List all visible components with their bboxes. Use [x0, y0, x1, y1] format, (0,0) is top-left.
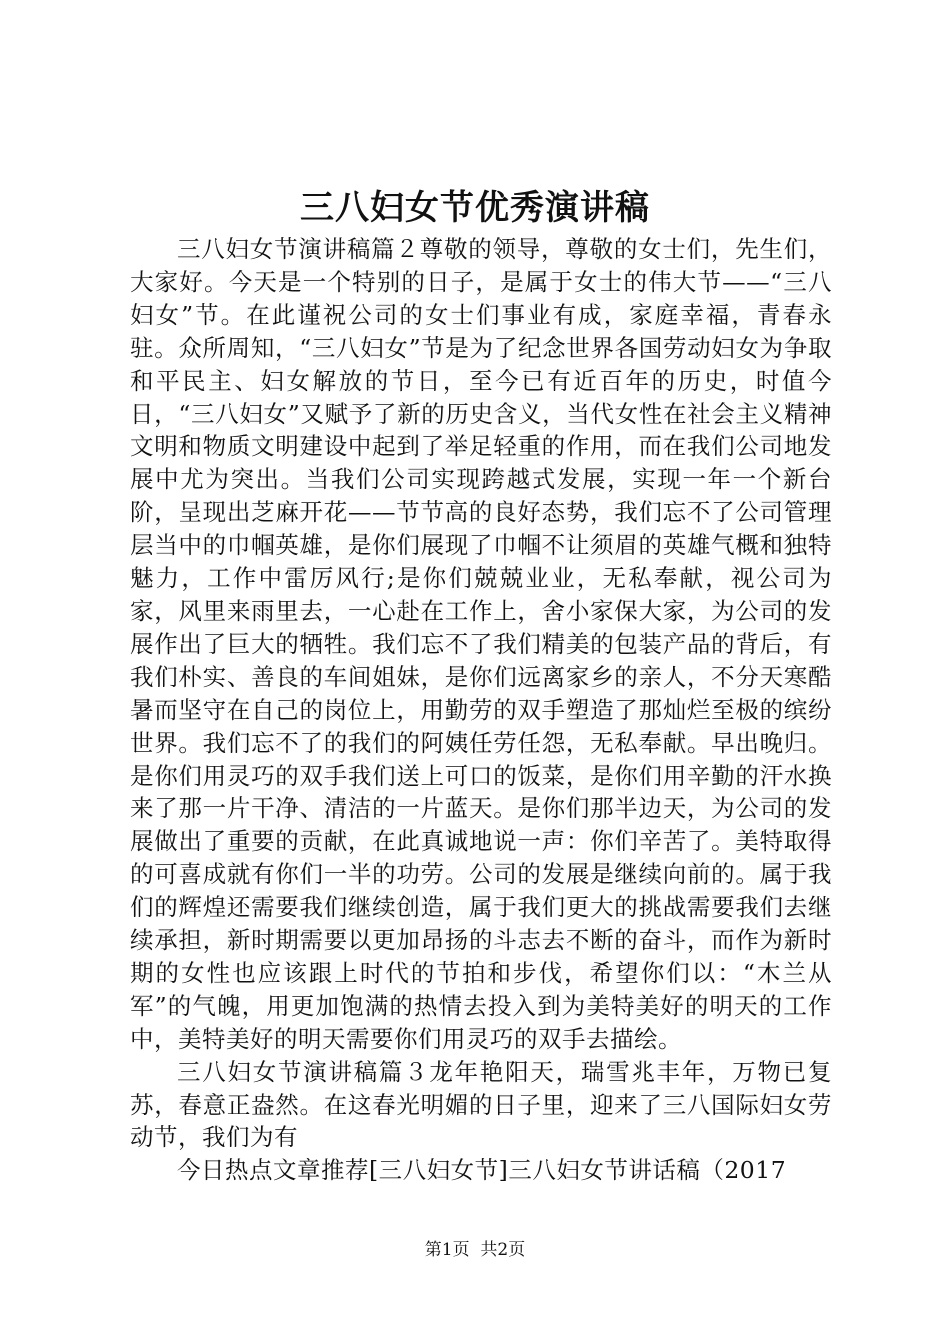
paragraph-1: 三八妇女节演讲稿篇２尊敬的领导，尊敬的女士们，先生们，大家好。今天是一个特别的日子，是属于女士的伟大节——“三八妇女”节。在此谨祝公司的女士们事业有成，家庭幸福，青春永驻。众所周知，“三八妇女”节是为了纪念世界各国劳动妇女为争取和平民主、妇女解放的节日，至今已有近百年的历史，时值今日，“三八妇女”又赋予了新的历史含义，当代女性在社会主义精神文明和物质文明建设中起到了举足轻重的作用，而在我们公司地发展中尤为突出。当我们公司实现跨越式发展，实现一年一个新台阶，呈现出芝麻开花——节节高的良好态势，我们忘不了公司管理层当中的巾帼英雄，是你们展现了巾帼不让须眉的英雄气概和独特魅力，工作中雷厉风行;是你们兢兢业业，无私奉献，视公司为家，风里来雨里去，一心赴在工作上，舍小家保大家，为公司的发展作出了巨大的牺牲。我们忘不了我们精美的包装产品的背后，有我们朴实、善良的车间姐妹，是你们远离家乡的亲人，不分天寒酷暑而坚守在自己的岗位上，用勤劳的双手塑造了那灿烂至极的缤纷世界。我们忘不了的我们的阿姨任劳任怨，无私奉献。早出晚归。是你们用灵巧的双手我们送上可口的饭菜，是你们用辛勤的汗水换来了那一片干净、清洁的一片蓝天。是你们那半边天，为公司的发展做出了重要的贡献，在此真诚地说一声：你们辛苦了。美特取得的可喜成就有你们一半的功劳。公司的发展是继续向前的。属于我们的辉煌还需要我们继续创造，属于我们更大的挑战需要我们去继续承担，新时期需要以更加昂扬的斗志去不断的奋斗，而作为新时期的女性也应该跟上时代的节拍和步伐，希望你们以：“木兰从军”的气魄，用更加饱满的热情去投入到为美特美好的明天的工作中，美特美好的明天需要你们用灵巧的双手去描绘。	[130, 235, 832, 1053]
paragraph-2: 三八妇女节演讲稿篇３龙年艳阳天，瑞雪兆丰年，万物已复苏，春意正盎然。在这春光明媚的日子里，迎来了三八国际妇女劳动节，我们为有	[130, 1057, 832, 1152]
document-body	[130, 233, 832, 1187]
paragraph-3: 今日热点文章推荐[三八妇女节]三八妇女节讲话稿（2017	[177, 1156, 787, 1185]
page-number-footer: 第1页 共2页	[424, 1240, 526, 1260]
page-title: 三八妇女节优秀演讲稿	[300, 188, 650, 228]
